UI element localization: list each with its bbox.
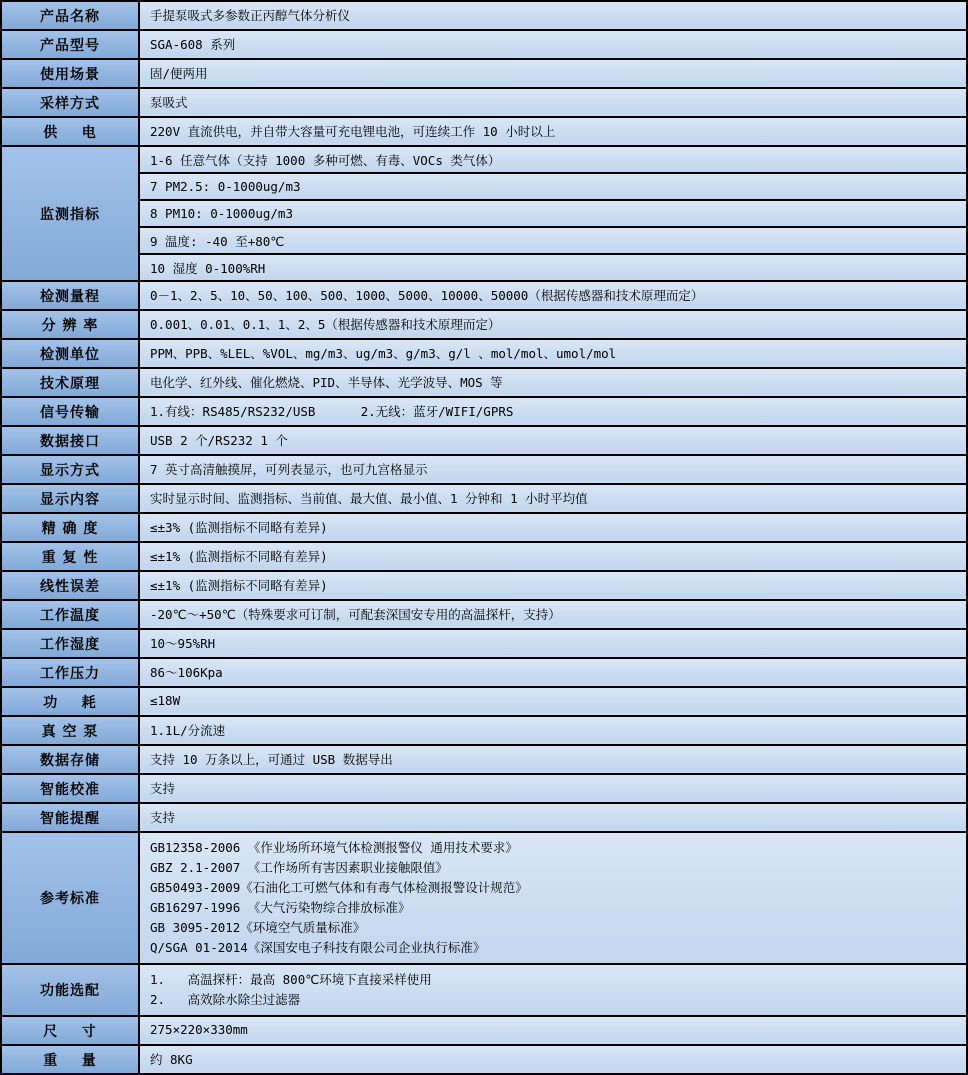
spec-value-line: GB12358-2006 《作业场所环境气体检测报警仪 通用技术要求》 bbox=[150, 840, 518, 855]
spec-row bbox=[2, 31, 966, 60]
spec-label: 精 确 度 bbox=[2, 514, 140, 541]
spec-subrow-value: 7 PM2.5: 0-1000ug/m3 bbox=[140, 174, 966, 201]
spec-value-line: GB16297-1996 《大气污染物综合排放标准》 bbox=[150, 900, 411, 915]
spec-row bbox=[2, 456, 966, 485]
spec-value-line: 2. 高效除水除尘过滤器 bbox=[150, 992, 301, 1007]
spec-row bbox=[2, 311, 966, 340]
spec-subrow-value: 8 PM10: 0-1000ug/m3 bbox=[140, 201, 966, 228]
spec-row bbox=[2, 833, 966, 965]
spec-value: ≤±1% (监测指标不同略有差异) bbox=[140, 572, 966, 597]
spec-value: 支持 bbox=[140, 775, 966, 800]
spec-label: 工作温度 bbox=[2, 601, 140, 628]
spec-row bbox=[2, 659, 966, 688]
spec-label: 数据存储 bbox=[2, 746, 140, 773]
spec-label: 重 复 性 bbox=[2, 543, 140, 570]
spec-label: 工作压力 bbox=[2, 659, 140, 686]
spec-subrow-value: 9 温度: -40 至+80℃ bbox=[140, 228, 966, 255]
spec-row bbox=[2, 717, 966, 746]
spec-row bbox=[2, 775, 966, 804]
spec-value: 1.有线：RS485/RS232/USB 2.无线：蓝牙/WIFI/GPRS bbox=[140, 398, 966, 423]
spec-row bbox=[2, 543, 966, 572]
spec-label: 技术原理 bbox=[2, 369, 140, 396]
spec-value: 86～106Kpa bbox=[140, 659, 966, 684]
spec-value: 0－1、2、5、10、50、100、500、1000、5000、10000、50000（根据传感器和技术原理而定） bbox=[140, 282, 966, 307]
spec-value-group bbox=[140, 147, 966, 280]
spec-value-line: GBZ 2.1-2007 《工作场所有害因素职业接触限值》 bbox=[150, 860, 448, 875]
spec-value: 约 8KG bbox=[140, 1046, 966, 1071]
spec-value-group bbox=[140, 965, 966, 1015]
spec-label: 检测单位 bbox=[2, 340, 140, 367]
spec-value: 7 英寸高清触摸屏，可列表显示，也可九宫格显示 bbox=[140, 456, 966, 481]
spec-label: 产品名称 bbox=[2, 2, 140, 29]
spec-value-line: GB50493-2009《石油化工可燃气体和有毒气体检测报警设计规范》 bbox=[150, 880, 528, 895]
spec-value: 10～95%RH bbox=[140, 630, 966, 655]
spec-label: 显示方式 bbox=[2, 456, 140, 483]
spec-label: 数据接口 bbox=[2, 427, 140, 454]
spec-value: 电化学、红外线、催化燃烧、PID、半导体、光学波导、MOS 等 bbox=[140, 369, 966, 394]
spec-value: 实时显示时间、监测指标、当前值、最大值、最小值、1 分钟和 1 小时平均值 bbox=[140, 485, 966, 510]
spec-value: 0.001、0.01、0.1、1、2、5（根据传感器和技术原理而定） bbox=[140, 311, 966, 336]
spec-row bbox=[2, 340, 966, 369]
spec-row bbox=[2, 688, 966, 717]
spec-label: 使用场景 bbox=[2, 60, 140, 87]
spec-label: 智能校准 bbox=[2, 775, 140, 802]
spec-value: 泵吸式 bbox=[140, 89, 966, 114]
spec-value-group bbox=[140, 833, 966, 963]
spec-row bbox=[2, 965, 966, 1017]
spec-row bbox=[2, 601, 966, 630]
spec-row bbox=[2, 89, 966, 118]
spec-value: 275×220×330mm bbox=[140, 1017, 966, 1042]
spec-value-line: Q/SGA 01-2014《深国安电子科技有限公司企业执行标准》 bbox=[150, 940, 486, 955]
spec-label: 信号传输 bbox=[2, 398, 140, 425]
spec-row bbox=[2, 282, 966, 311]
spec-subrow-value: 1-6 任意气体（支持 1000 多种可燃、有毒、VOCs 类气体） bbox=[140, 147, 966, 174]
spec-row bbox=[2, 1017, 966, 1046]
spec-row bbox=[2, 427, 966, 456]
spec-row bbox=[2, 147, 966, 282]
spec-label: 重 量 bbox=[2, 1046, 140, 1073]
spec-value: USB 2 个/RS232 1 个 bbox=[140, 427, 966, 452]
spec-label: 尺 寸 bbox=[2, 1017, 140, 1044]
spec-label: 真 空 泵 bbox=[2, 717, 140, 744]
spec-value: ≤18W bbox=[140, 688, 966, 713]
spec-label: 监测指标 bbox=[2, 147, 140, 280]
spec-row bbox=[2, 572, 966, 601]
spec-subrow-value: 10 湿度 0-100%RH bbox=[140, 255, 966, 280]
spec-value: 手提泵吸式多参数正丙醇气体分析仪 bbox=[140, 2, 966, 27]
spec-label: 产品型号 bbox=[2, 31, 140, 58]
spec-label: 显示内容 bbox=[2, 485, 140, 512]
spec-row bbox=[2, 485, 966, 514]
spec-value: SGA-608 系列 bbox=[140, 31, 966, 56]
spec-label: 功能选配 bbox=[2, 965, 140, 1015]
spec-value-line: GB 3095-2012《环境空气质量标准》 bbox=[150, 920, 366, 935]
spec-label: 线性误差 bbox=[2, 572, 140, 599]
spec-row bbox=[2, 60, 966, 89]
spec-value: 支持 10 万条以上，可通过 USB 数据导出 bbox=[140, 746, 966, 771]
spec-row bbox=[2, 1046, 966, 1073]
spec-label: 分 辨 率 bbox=[2, 311, 140, 338]
spec-row bbox=[2, 118, 966, 147]
spec-value: PPM、PPB、%LEL、%VOL、mg/m3、ug/m3、g/m3、g/l 、mol/mol、umol/mol bbox=[140, 340, 966, 365]
spec-value-line: 1. 高温探杆：最高 800℃环境下直接采样使用 bbox=[150, 972, 432, 987]
spec-value: ≤±1% (监测指标不同略有差异) bbox=[140, 543, 966, 568]
spec-row bbox=[2, 746, 966, 775]
spec-label: 智能提醒 bbox=[2, 804, 140, 831]
spec-label: 参考标准 bbox=[2, 833, 140, 963]
spec-row bbox=[2, 369, 966, 398]
spec-row bbox=[2, 804, 966, 833]
spec-label: 功 耗 bbox=[2, 688, 140, 715]
spec-label: 采样方式 bbox=[2, 89, 140, 116]
spec-value: 固/便两用 bbox=[140, 60, 966, 85]
spec-row bbox=[2, 630, 966, 659]
spec-value: 220V 直流供电，并自带大容量可充电锂电池，可连续工作 10 小时以上 bbox=[140, 118, 966, 143]
spec-row bbox=[2, 2, 966, 31]
spec-value: -20℃～+50℃（特殊要求可订制，可配套深国安专用的高温探杆，支持） bbox=[140, 601, 966, 626]
spec-label: 供 电 bbox=[2, 118, 140, 145]
spec-label: 工作湿度 bbox=[2, 630, 140, 657]
spec-value: ≤±3% (监测指标不同略有差异) bbox=[140, 514, 966, 539]
spec-value: 1.1L/分流速 bbox=[140, 717, 966, 742]
spec-row bbox=[2, 514, 966, 543]
spec-label: 检测量程 bbox=[2, 282, 140, 309]
spec-value: 支持 bbox=[140, 804, 966, 829]
spec-row bbox=[2, 398, 966, 427]
